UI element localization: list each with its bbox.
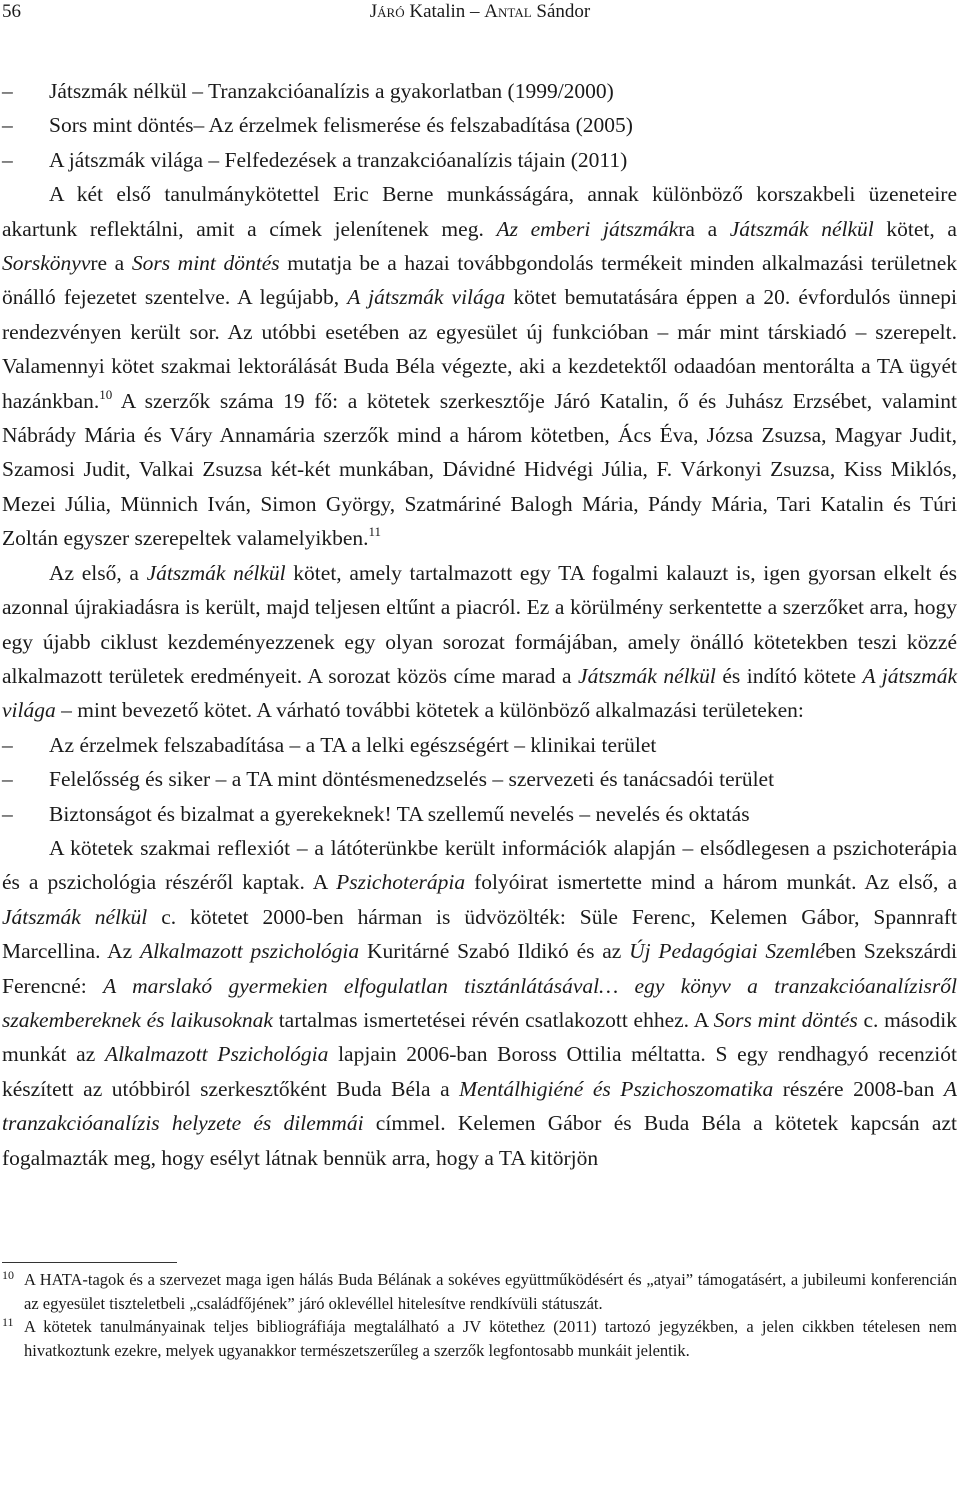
page-number: 56 [2,1,21,22]
list-item-text: Az érzelmek felszabadítása – a TA a lelki egészségért – klinikai terület [49,732,657,757]
list-item-text: Sors mint döntés– Az érzelmek felismerése és felszabadítása (2005) [49,113,633,138]
list-item-text: Biztonságot és bizalmat a gyerekeknek! TA szellemű nevelés – nevelés és oktatás [49,801,750,826]
text-run: ra a [678,216,730,241]
text-run: kötet bemutatására éppen a 20. évfordulós ünnepi rendezvényen került sor. Az utóbbi esetében az egyesület új funkcióban – már mint társkiadó – szerepelt. Valamennyi kötet szakmai lektorálását Buda Béla végezte, aki a kezdetektől odaadóan mentorálta a TA ügyét hazánkban. [2,285,957,413]
italic-title: Játszmák nélkül [2,904,148,929]
text-run: folyóirat ismertette mind a három munkát. Az első, a [465,870,957,895]
author-separator: – [470,1,480,22]
italic-title: Sors mint döntés [131,251,280,276]
list-dash: – [2,732,13,757]
footnote [2,1315,957,1362]
text-run: c. második munkát az [2,1007,957,1067]
author1-firstname: Katalin [409,1,466,22]
list-item-text: A játszmák világa – Felfedezések a tranzakcióanalízis tájain (2011) [49,147,628,172]
italic-title: Játszmák nélkül [578,663,716,688]
text-run: A kötetek szakmai reflexiót – a látóterünkbe került információk alapján – elsődlegesen a pszichoterápia és a pszichológia részéről kaptak. A [2,835,957,895]
footnote-text: A HATA-tagok és a szervezet maga igen hálás Buda Bélának a sokéves együttműködésért és „atyai” támogatásért, a jubileumi konferencián az egyesület tiszteletbeli „családfőjének” járó oklevéllel hitelesítve rendkívüli státuszát. [24,1270,957,1313]
list-dash: – [2,113,13,138]
paragraph-2 [2,556,957,728]
text-run: Az első, a [49,560,147,585]
text-run: részére 2008-ban [773,1076,944,1101]
author2-surname: ntal [498,1,532,22]
author1-surname: áró [377,1,405,22]
italic-title: Új Pedagógiai Szemlé [629,939,826,964]
running-header [0,0,960,24]
italic-title: Mentálhigiéné és Pszichoszomatika [459,1076,774,1101]
italic-title: A játszmák világa [347,285,506,310]
text-run: kötet, a [873,216,957,241]
list-item [2,143,957,177]
paragraph-3 [2,831,957,1175]
text-run: ben Szekszárdi Ferencné: [2,939,958,998]
italic-title: Pszichoterápia [336,870,466,895]
text-run: re a [90,251,132,276]
list-dash: – [2,147,13,172]
list-item [2,108,957,142]
text-run: A két első tanulmánykötettel Eric Berne munkásságára, annak különböző korszakbeli üzeneteire akartunk reflektálni, amit a címek jelenítenek meg. [2,182,957,241]
text-run: címmel. Kelemen Gábor és Buda Béla a kötetek kapcsán azt fogalmazták meg, hogy esélyt látnak bennük arra, hogy a TA kitörjön [2,1111,957,1170]
italic-title: Az emberi játszmák [496,216,679,241]
text-run: c. kötetet 2000-ben hárman is üdvözölték: Süle Ferenc, Kelemen Gábor, Spannraft Marcellina. Az [2,904,958,964]
text-run: – mint bevezető kötet. A várható további kötetek a különböző alkalmazási területeken: [55,698,804,723]
paragraph-1 [2,177,957,555]
footnote-mark: 10 [2,1268,14,1282]
list-item [2,728,957,762]
list-dash: – [2,79,13,103]
text-run: és indító kötete [715,663,863,688]
footnote-ref: 10 [99,386,113,402]
text-run: A szerzők száma 19 fő: a kötetek szerkesztője Járó Katalin, ő és Juhász Erzsébet, valamint Nábrády Mária és Váry Annamária szerzők mind a három kötetben, Ács Éva, Józsa Zsuzsa, Magyar Judit, Szamosi Judit, Valkai Zsuzsa két-két munkában, Dávidné Hidvégi Júlia, F. Várkonyi Zsuzsa, Kiss Miklós, Mezei Júlia, Münnich Iván, Simon György, Szatmáriné Balogh Mária, Pándy Mária, Tari Katalin és Túri Zoltán egyszer szerepeltek valamelyikben. [2,388,957,551]
italic-title: A tranzakcióanalízis helyzete és dilemmái [2,1076,957,1136]
italic-title: A játszmák világa [2,663,957,723]
list-item [2,797,957,831]
italic-title: Játszmák nélkül [146,560,286,585]
author1-initial: J [369,1,378,22]
italic-title: Játszmák nélkül [729,216,874,241]
list-item [2,74,957,108]
body-text [2,74,957,1175]
italic-title: A marslakó gyermekien elfogulatlan tisztánlátásával… egy könyv a tranzakcióanalízisről szakembereknek és laikusoknak [2,973,957,1032]
list-item-text: Felelősség és siker – a TA mint döntésmenedzselés – szervezeti és tanácsadói terület [49,767,775,792]
footnote [2,1268,957,1315]
footnote-mark: 11 [2,1315,14,1329]
italic-title: Alkalmazott Pszichológia [104,1042,329,1067]
list-item-text: Játszmák nélkül – Tranzakcióanalízis a gyakorlatban (1999/2000) [49,79,614,103]
text-run: Kuritárné Szabó Ildikó és az [359,939,630,964]
footnote-ref: 11 [368,524,382,540]
author2-firstname: Sándor [536,1,591,22]
italic-title: Sors mint döntés [713,1007,858,1032]
footnote-text: A kötetek tanulmányainak teljes bibliográfiája megtalálható a JV kötethez (2011) tartozó jegyzékben, a jelen cikkben tételesen nem hivatkoztunk ezekre, melyek ugyanakkor természetszerűleg a szerzők legfontosabb munkáit jelentik. [24,1317,957,1360]
italic-title: Sorskönyv [2,251,91,276]
footnote-divider [2,1262,177,1263]
text-run: tartalmas ismertetései révén csatlakozott ehhez. A [272,1007,714,1032]
list-dash: – [2,801,13,826]
footnotes [2,1268,957,1362]
text-run: lapjain 2006-ban Boross Ottilia méltatta. S egy rendhagyó recenziót készített az utóbbiról szerkesztőként Buda Béla a [2,1042,957,1101]
italic-title: Alkalmazott pszichológia [139,939,360,964]
text-run: kötet, amely tartalmazott egy TA fogalmi kalauzt is, igen gyorsan elkelt és azonnal újrakiadásra is került, majd teljesen eltűnt a piacról. Ez a körülmény serkentette a szerzőket arra, hogy egy újabb ciklust kezdeményezzenek egy olyan sorozat formájában, amely önálló kötetekben teszi közzé alkalmazott területek eredményeit. A sorozat közös címe marad a [2,560,957,688]
author2-initial: A [484,1,499,22]
text-run: mutatja be a hazai továbbgondolás termékeit minden alkalmazási területnek önálló fejezetet szentelve. A legújabb, [2,251,958,310]
list-dash: – [2,767,13,792]
list-item [2,762,957,796]
